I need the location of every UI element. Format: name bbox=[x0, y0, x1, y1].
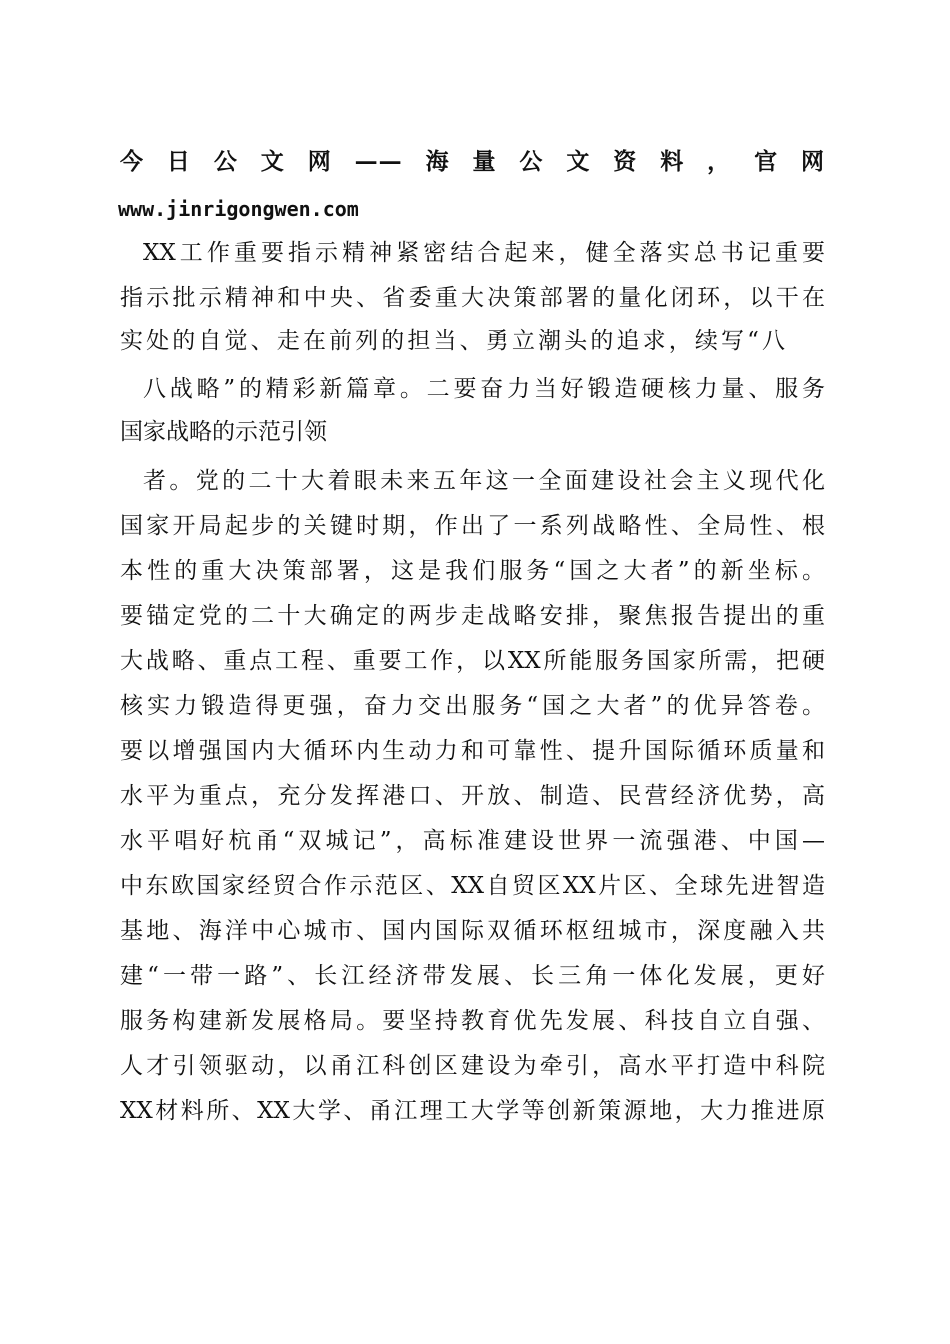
paragraph-line: 者。党的二十大着眼未来五年这一全面建设社会主义现代化 bbox=[143, 468, 825, 494]
paragraph-line: 核实力锻造得更强，奋力交出服务“国之大者”的优异答卷。 bbox=[120, 693, 825, 719]
paragraph-line: 要以增强国内大循环内生动力和可靠性、提升国际循环质量和 bbox=[120, 738, 825, 764]
paragraph-line: 水平为重点，充分发挥港口、开放、制造、民营经济优势，高 bbox=[120, 783, 825, 809]
paragraph-line: 本性的重大决策部署，这是我们服务“国之大者”的新坐标。 bbox=[120, 558, 825, 584]
paragraph-line: 实处的自觉、走在前列的担当、勇立潮头的追求，续写“八 bbox=[120, 328, 785, 354]
paragraph-line: XX材料所、XX大学、甬江理工大学等创新策源地，大力推进原 bbox=[120, 1098, 825, 1124]
paragraph-line: 建“一带一路”、长江经济带发展、长三角一体化发展，更好 bbox=[120, 963, 825, 989]
paragraph-line: 指示批示精神和中央、省委重大决策部署的量化闭环，以干在 bbox=[120, 285, 825, 311]
paragraph-line: 基地、海洋中心城市、国内国际双循环枢纽城市，深度融入共 bbox=[120, 918, 825, 944]
paragraph-line: 水平唱好杭甬“双城记”，高标准建设世界一流强港、中国— bbox=[120, 828, 825, 854]
header-url: www.jinrigongwen.com bbox=[118, 197, 359, 221]
header-title: 今日公文网——海量公文资料，官网 bbox=[120, 148, 825, 175]
paragraph-line: 要锚定党的二十大确定的两步走战略安排，聚焦报告提出的重 bbox=[120, 603, 825, 629]
paragraph-line: 大战略、重点工程、重要工作，以XX所能服务国家所需，把硬 bbox=[120, 648, 825, 674]
paragraph-line: 国家战略的示范引领 bbox=[120, 419, 327, 445]
paragraph-line: 国家开局起步的关键时期，作出了一系列战略性、全局性、根 bbox=[120, 513, 825, 539]
paragraph-line: XX工作重要指示精神紧密结合起来，健全落实总书记重要 bbox=[143, 240, 825, 266]
paragraph-line: 中东欧国家经贸合作示范区、XX自贸区XX片区、全球先进智造 bbox=[120, 873, 825, 899]
paragraph-line: 人才引领驱动，以甬江科创区建设为牵引，高水平打造中科院 bbox=[120, 1053, 825, 1079]
paragraph-line: 服务构建新发展格局。要坚持教育优先发展、科技自立自强、 bbox=[120, 1008, 825, 1034]
paragraph-line: 八战略”的精彩新篇章。二要奋力当好锻造硬核力量、服务 bbox=[143, 376, 825, 402]
